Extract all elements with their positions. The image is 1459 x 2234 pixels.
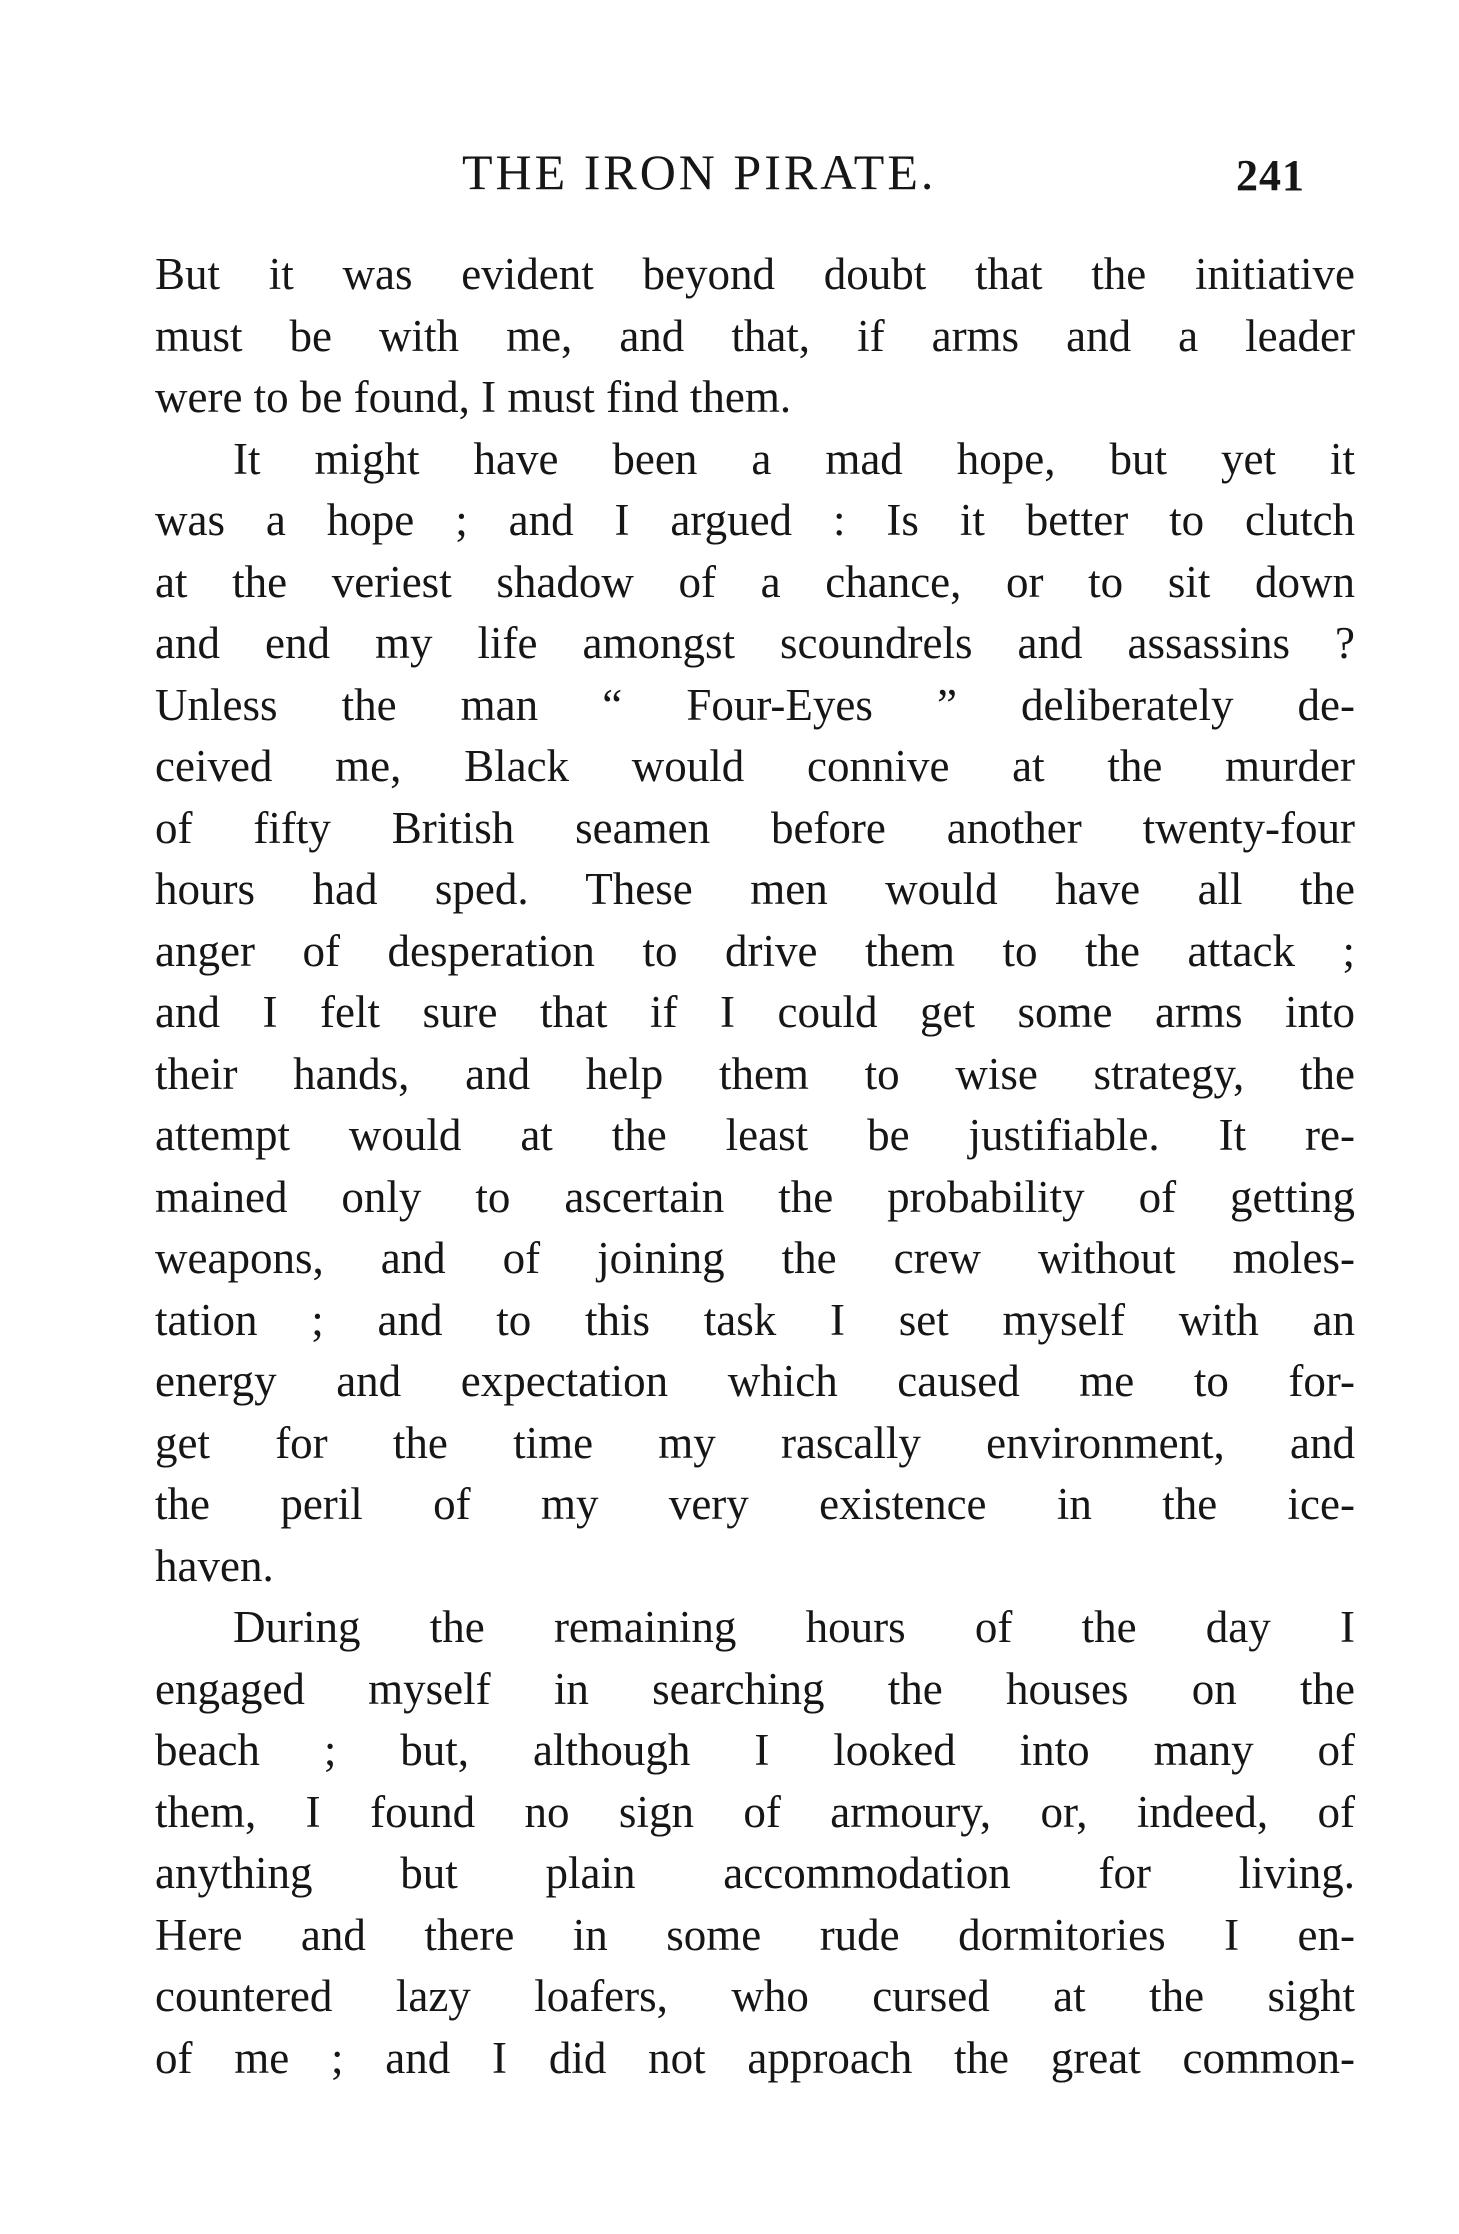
text-line: haven.	[155, 1540, 274, 1591]
text-line: During the remaining hours of the day I	[233, 1602, 1355, 1652]
text-line: must be with me, and that, if arms and a leader	[155, 310, 1355, 361]
text-line: were to be found, I must find them.	[155, 372, 792, 422]
text-line: countered lazy loafers, who cursed at the sight	[155, 1971, 1355, 2021]
body-text	[155, 244, 1355, 2089]
text-line: get for the time my rascally environment, and	[155, 1417, 1355, 1468]
text-line: the peril of my very existence in the ice-	[155, 1479, 1355, 1529]
text-line: and end my life amongst scoundrels and assassins ?	[155, 618, 1355, 668]
text-line: energy and expectation which caused me to for-	[155, 1356, 1355, 1406]
text-line: anything but plain accommodation for living.	[155, 1848, 1355, 1898]
text-line: It might have been a mad hope, but yet it	[233, 433, 1355, 484]
text-line: was a hope ; and I argued : Is it better to clutch	[155, 495, 1355, 545]
text-line: mained only to ascertain the probability of getting	[155, 1171, 1355, 1222]
text-line: weapons, and of joining the crew without moles-	[155, 1233, 1355, 1283]
running-title: THE IRON PIRATE.	[462, 144, 937, 200]
text-line: tation ; and to this task I set myself with an	[155, 1294, 1355, 1345]
text-line: ceived me, Black would connive at the murder	[155, 741, 1355, 791]
text-line: their hands, and help them to wise strategy, the	[155, 1048, 1355, 1099]
text-line: and I felt sure that if I could get some arms into	[155, 987, 1355, 1037]
text-line: anger of desperation to drive them to the attack ;	[155, 925, 1355, 976]
text-line: of me ; and I did not approach the great common-	[155, 2032, 1355, 2083]
text-line: of fifty British seamen before another twenty-four	[155, 802, 1355, 853]
text-line: them, I found no sign of armoury, or, indeed, of	[155, 1786, 1355, 1837]
running-head	[0, 142, 1459, 202]
text-line: attempt would at the least be justifiable. It re-	[155, 1110, 1355, 1160]
text-line: beach ; but, although I looked into many of	[155, 1725, 1355, 1775]
page-number: 241	[1236, 151, 1305, 200]
text-line: engaged myself in searching the houses on the	[155, 1663, 1355, 1714]
text-line: Here and there in some rude dormitories I en-	[155, 1909, 1355, 1960]
text-line: hours had sped. These men would have all the	[155, 864, 1355, 914]
text-line: But it was evident beyond doubt that the initiative	[155, 249, 1355, 299]
text-line: Unless the man “ Four-Eyes ” deliberately de-	[155, 679, 1355, 730]
text-line: at the veriest shadow of a chance, or to sit down	[155, 556, 1355, 607]
